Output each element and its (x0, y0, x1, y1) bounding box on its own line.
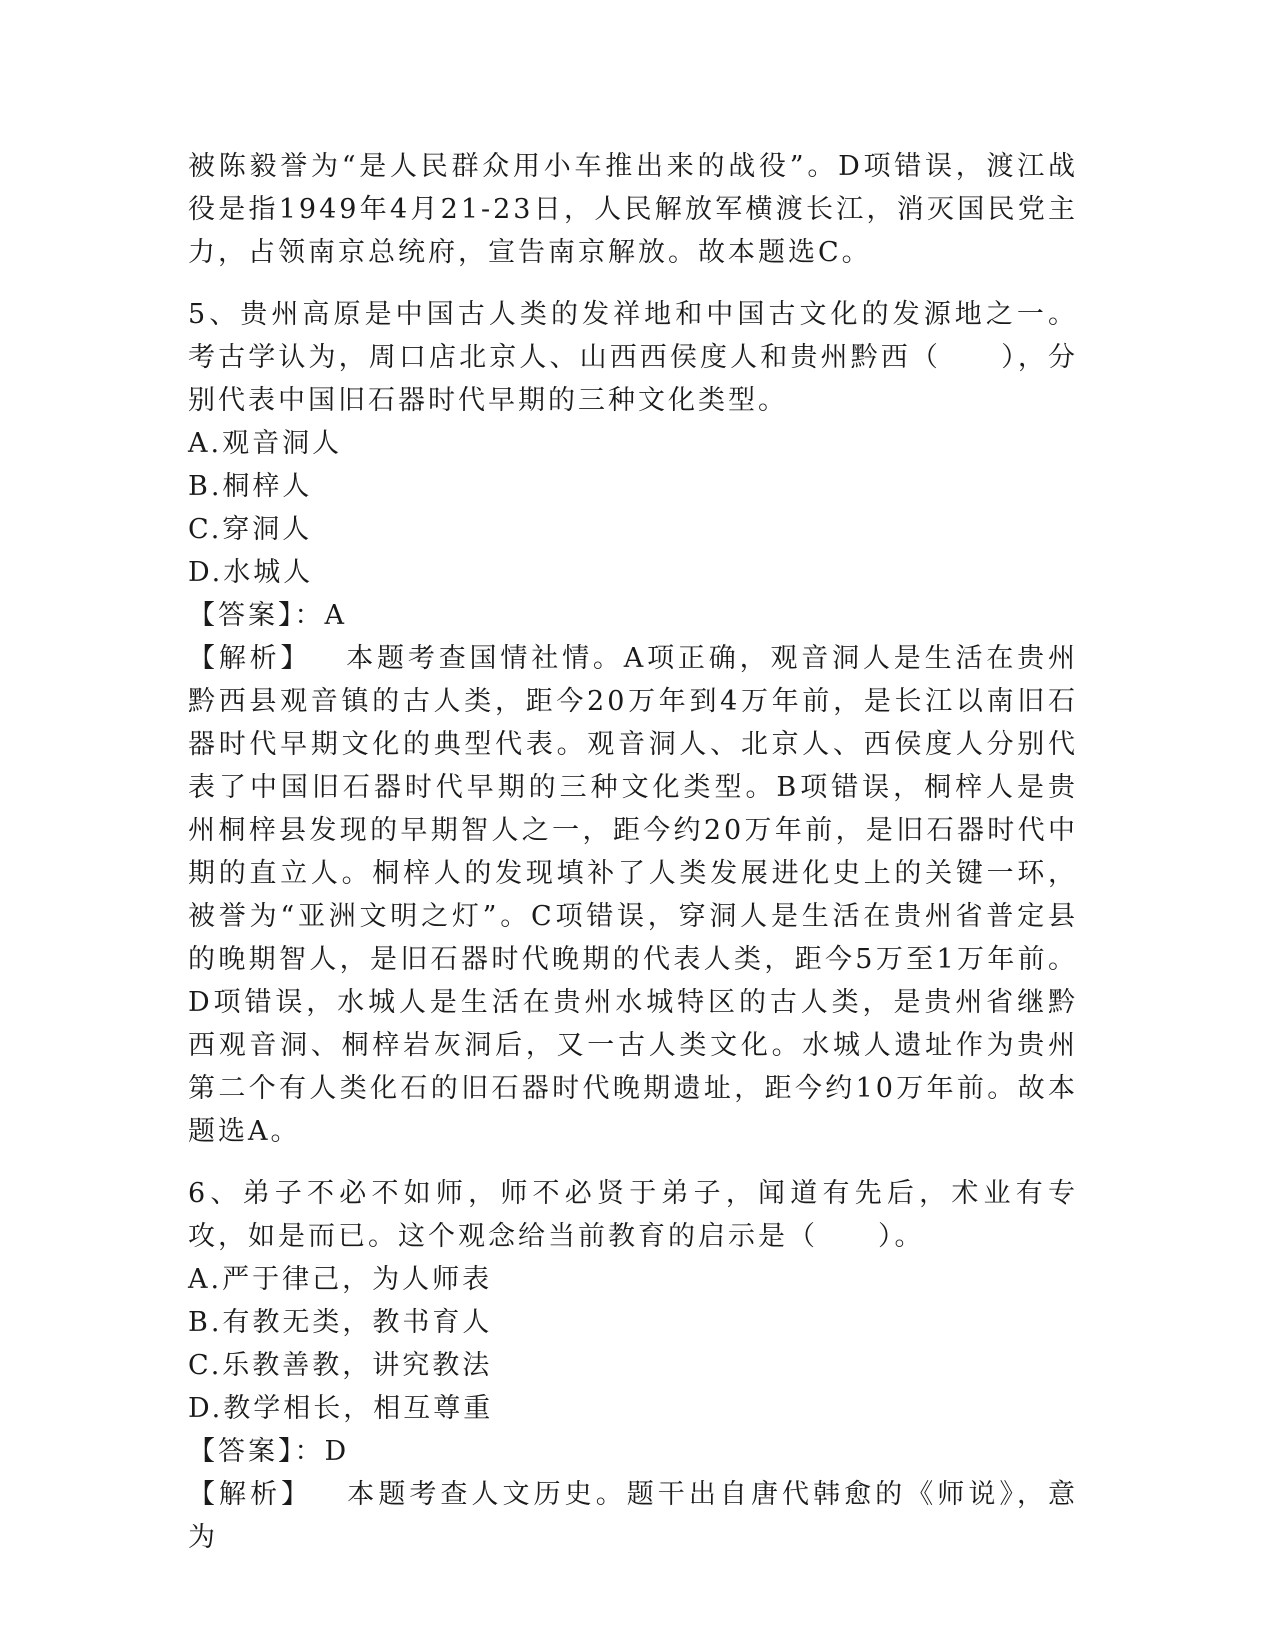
question-5-option-a: A.观音洞人 (188, 428, 343, 459)
question-5-analysis: 【解析】 本题考查国情社情。A项正确，观音洞人是生活在贵州黔西县观音镇的古人类，距今20万年到4万年前，是长江以南旧石器时代早期文化的典型代表。观音洞人、北京人、西侯度人分别代表了中国旧石器时代早期的三种文化类型。B项错误，桐梓人是贵州桐梓县发现的早期智人之一，距今约20万年前，是旧石器时代中期的直立人。桐梓人的发现填补了人类发展进化史上的关键一环，被誉为“亚洲文明之灯”。C项错误，穿洞人是生活在贵州省普定县的晚期智人，是旧石器时代晚期的代表人类，距今5万至1万年前。D项错误，水城人是生活在贵州水城特区的古人类，是贵州省继黔西观音洞、桐梓岩灰洞后，又一古人类文化。水城人遗址作为贵州第二个有人类化石的旧石器时代晚期遗址，距今约10万年前。故本题选A。 (188, 643, 1078, 1147)
question-6-answer-value: D (324, 1436, 350, 1467)
question-6 (188, 1172, 1078, 1559)
question-6-analysis: 【解析】 本题考查人文历史。题干出自唐代韩愈的《师说》，意为 (188, 1479, 1079, 1553)
question-5-option-c: C.穿洞人 (188, 514, 313, 545)
question-5 (188, 293, 1078, 1153)
question-6-option-b: B.有教无类，教书育人 (188, 1307, 493, 1338)
question-6-stem: 6、弟子不必不如师，师不必贤于弟子，闻道有先后，术业有专攻，如是而已。这个观念给当前教育的启示是（ ）。 (188, 1178, 1078, 1252)
question-5-stem: 5、贵州高原是中国古人类的发祥地和中国古文化的发源地之一。考古学认为，周口店北京人、山西西侯度人和贵州黔西（ ），分别代表中国旧石器时代早期的三种文化类型。 (188, 299, 1078, 416)
question-5-option-d: D.水城人 (188, 557, 314, 588)
question-6-answer: 【答案】：D (188, 1436, 350, 1467)
question-6-option-a: A.严于律己，为人师表 (188, 1264, 493, 1295)
question-6-analysis-text: 本题考查人文历史。题干出自唐代韩愈的《师说》，意为 (188, 1479, 1079, 1553)
question-6-option-d: D.教学相长，相互尊重 (188, 1393, 494, 1424)
question-5-answer: 【答案】：A (188, 600, 347, 631)
question-5-answer-value: A (324, 600, 347, 631)
document-page (188, 145, 1078, 1559)
question-5-option-b: B.桐梓人 (188, 471, 313, 502)
previous-analysis-continuation: 被陈毅誉为“是人民群众用小车推出来的战役”。D项错误，渡江战役是指1949年4月21-23日，人民解放军横渡长江，消灭国民党主力，占领南京总统府，宣告南京解放。故本题选C。 (188, 151, 1078, 268)
question-5-analysis-text: 本题考查国情社情。A项正确，观音洞人是生活在贵州黔西县观音镇的古人类，距今20万年到4万年前，是长江以南旧石器时代早期文化的典型代表。观音洞人、北京人、西侯度人分别代表了中国旧石器时代早期的三种文化类型。B项错误，桐梓人是贵州桐梓县发现的早期智人之一，距今约20万年前，是旧石器时代中期的直立人。桐梓人的发现填补了人类发展进化史上的关键一环，被誉为“亚洲文明之灯”。C项错误，穿洞人是生活在贵州省普定县的晚期智人，是旧石器时代晚期的代表人类，距今5万至1万年前。D项错误，水城人是生活在贵州水城特区的古人类，是贵州省继黔西观音洞、桐梓岩灰洞后，又一古人类文化。水城人遗址作为贵州第二个有人类化石的旧石器时代晚期遗址，距今约10万年前。故本题选A。 (188, 643, 1078, 1147)
question-6-option-c: C.乐教善教，讲究教法 (188, 1350, 493, 1381)
